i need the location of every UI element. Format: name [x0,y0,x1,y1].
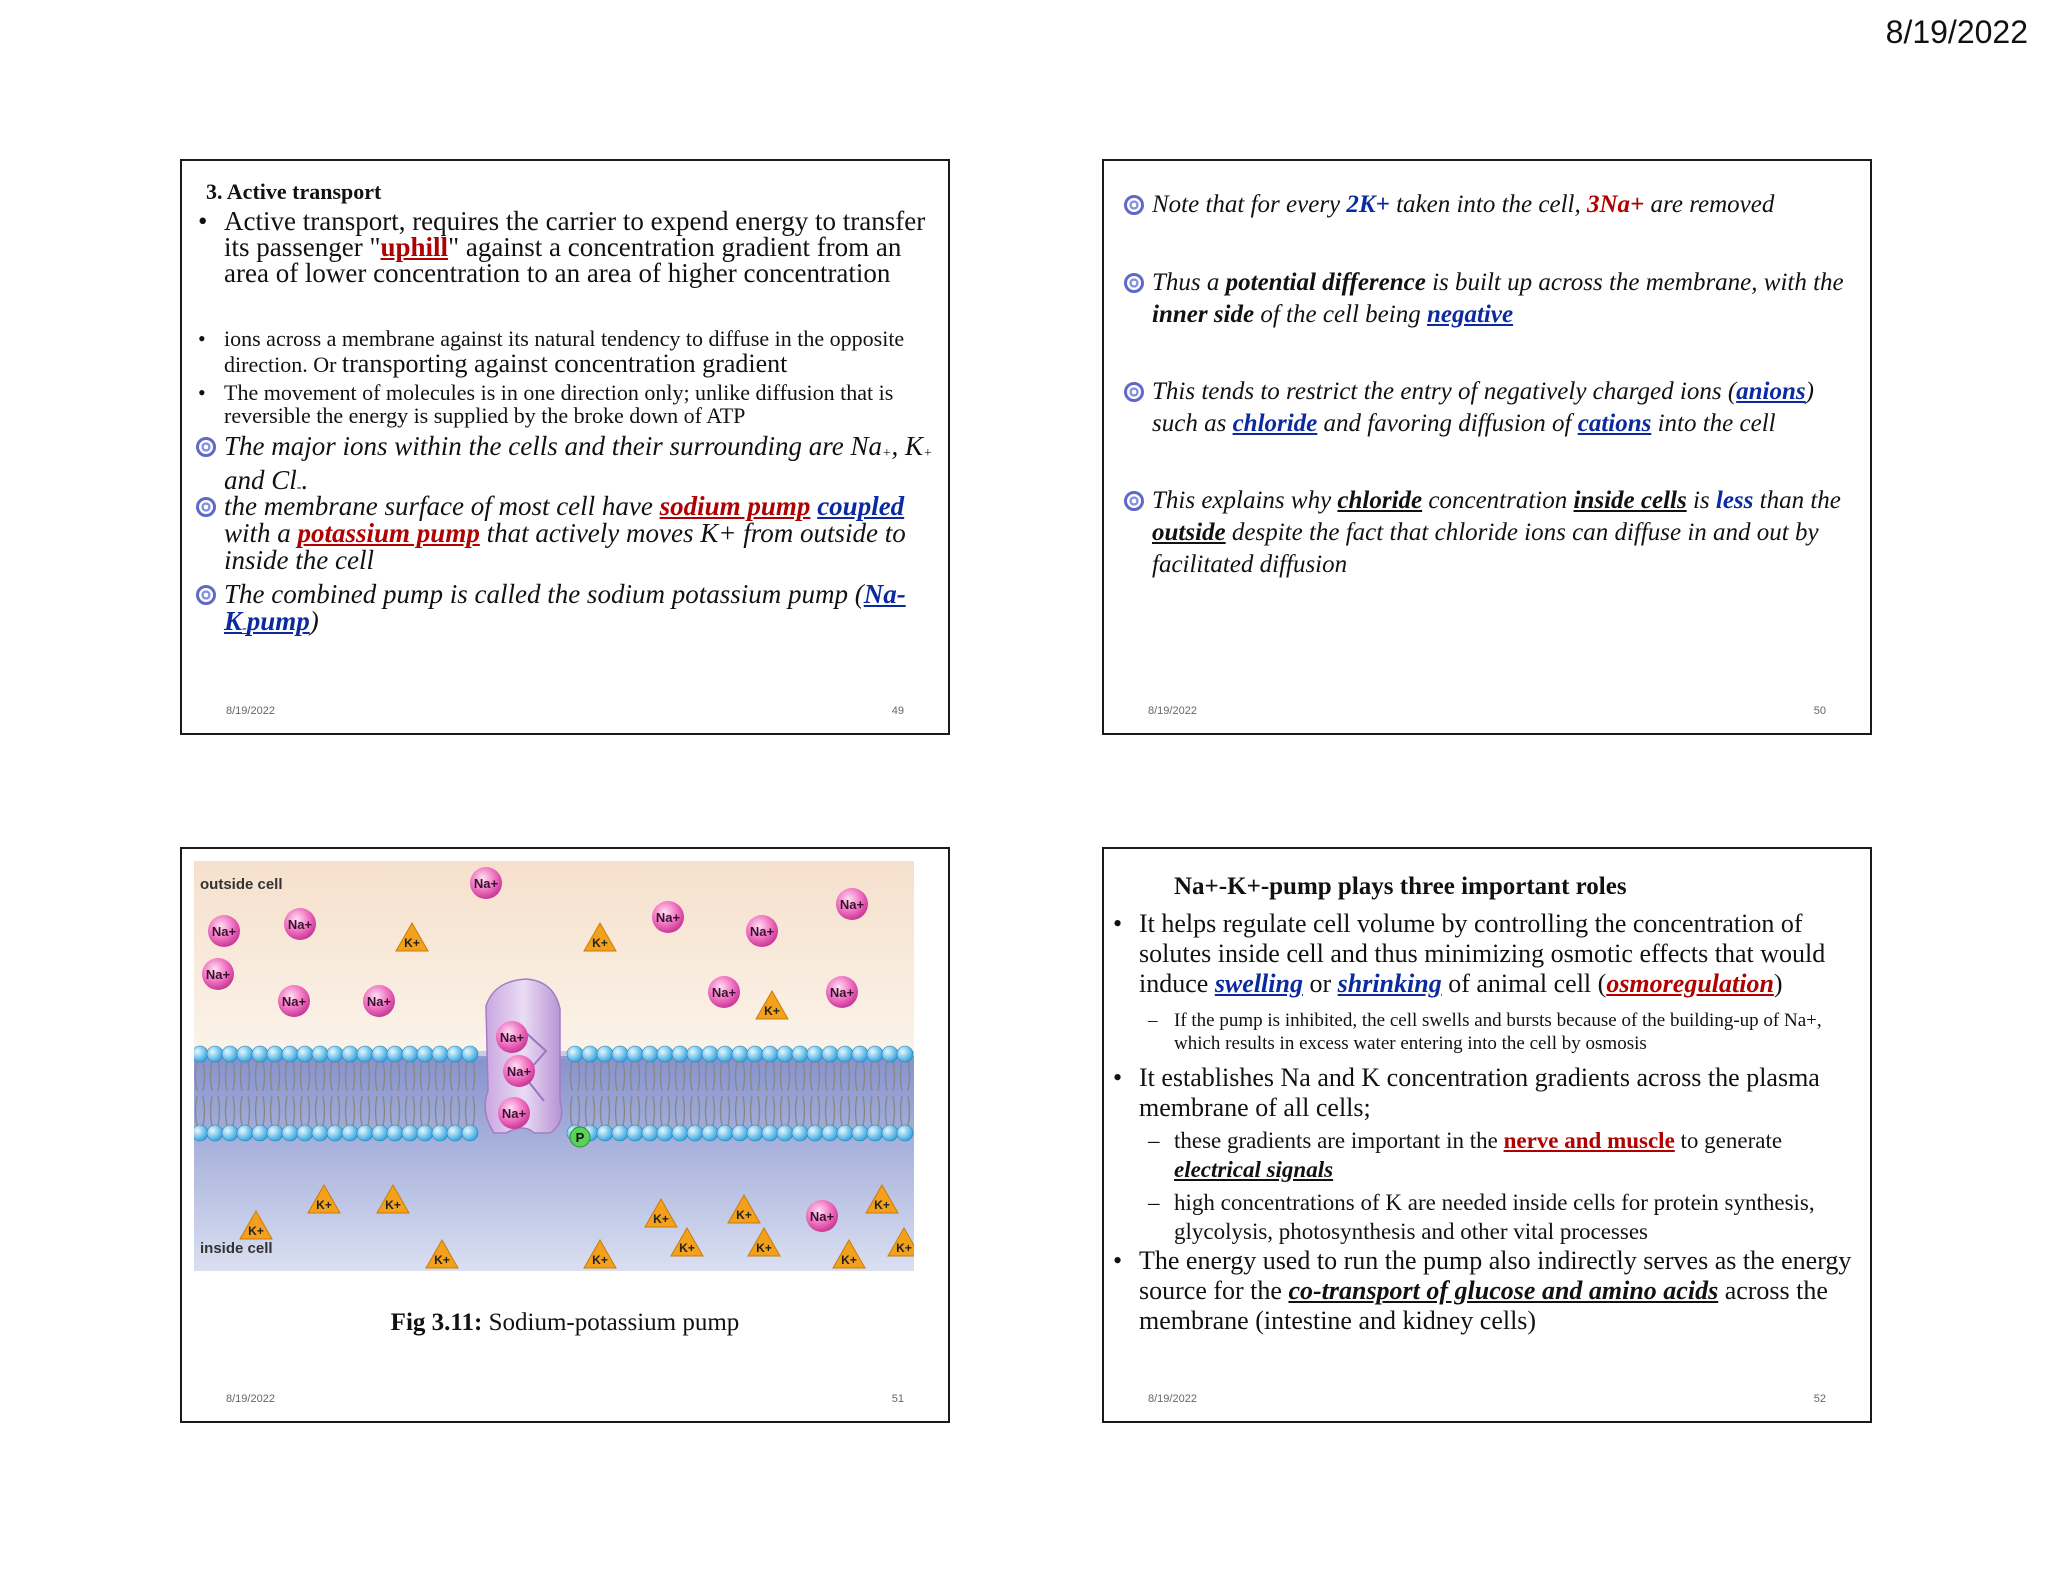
sodium-ion-icon [498,1097,530,1129]
slide-footer-date: 8/19/2022 [226,1393,275,1405]
bullet-item [1113,1063,1859,1123]
sub-bullet-item [1148,1126,1864,1184]
sodium-ion-icon [826,976,858,1008]
slide-footer-date: 8/19/2022 [1148,705,1197,717]
svg-text:K+: K+ [653,1212,669,1226]
slide-title: 3. Active transport [206,179,382,204]
text: - [296,480,302,495]
phosphate-icon [570,1127,590,1147]
slide-heading: Na+-K+-pump plays three important roles [1174,873,1627,900]
text: It helps regulate cell volume by controlling the concentration of solutes inside cell and thus minimizing osmotic effects that would induce [1139,909,1826,998]
text: with a [224,518,298,548]
text: of animal cell ( [1441,969,1607,998]
text: taken into the cell, [1389,191,1587,218]
slide-51 [180,847,950,1423]
svg-text:K+: K+ [896,1241,912,1255]
sub-bullet-item [1148,1188,1864,1246]
svg-text:Na+: Na+ [211,924,237,939]
swirl-bullet-icon [1124,273,1144,293]
svg-text:P: P [575,1130,585,1145]
bullet-item [1152,267,1857,331]
svg-text:K+: K+ [756,1241,772,1255]
sodium-ion-icon [284,908,316,940]
emphasis-2k: 2K+ [1346,191,1390,218]
bullet-dot-icon: • [198,206,208,236]
text: The combined pump is called the sodium potassium pump ( [224,579,864,609]
text: + [882,446,892,461]
sodium-ion-icon [708,976,740,1008]
emphasis-potassium-pump: potassium pump [297,518,480,548]
text: This explains why [1152,487,1338,514]
text: The energy used to run the pump also indirectly serves as the energy source for the [1139,1246,1852,1305]
emphasis-cations: cations [1577,410,1652,437]
svg-text:K+: K+ [592,936,608,950]
emphasis-swelling: swelling [1214,969,1303,998]
slide-49 [180,159,950,735]
emphasis-co-transport: co-transport of glucose and amino acids [1288,1276,1719,1305]
svg-text:K+: K+ [679,1241,695,1255]
svg-text:K+: K+ [385,1198,401,1212]
dash-bullet-icon: – [1148,1010,1158,1031]
bullet-item [1113,909,1859,999]
bullet-item [198,206,934,288]
svg-text:K+: K+ [404,936,420,950]
text: The movement of molecules is in one direction only; unlike diffusion that is reversible the energy is supplied by the broke down of ATP [224,380,894,428]
emphasis-na-k-pump: - [242,621,247,636]
bullet-dot-icon: • [198,380,206,405]
sodium-ion-icon [652,901,684,933]
bullet-dot-icon: • [198,326,206,351]
sodium-ion-icon [746,915,778,947]
sodium-ion-icon [806,1200,838,1232]
bullet-dot-icon: • [1113,1246,1123,1275]
text: into the cell [1651,410,1776,437]
emphasis-coupled: coupled [817,491,905,521]
dash-bullet-icon: – [1148,1128,1160,1153]
text: these gradients are important in the [1174,1128,1504,1153]
sodium-ion-icon [363,985,395,1017]
emphasis-na-k-pump: pump [246,606,310,636]
svg-text:Na+: Na+ [839,897,865,912]
emphasis-less: less [1715,487,1754,514]
text: ions across a membrane against its natural tendency to diffuse in the opposite direction. Or [224,326,905,377]
text: to generate [1674,1128,1783,1153]
sodium-potassium-pump-figure [194,861,914,1271]
text: . [301,465,309,495]
emphasis-sodium-pump: sodium pump [659,491,811,521]
emphasis-chloride: chloride [1337,487,1423,514]
slide-52 [1102,847,1872,1423]
text: Thus a [1152,269,1226,296]
text: Note that for every [1152,191,1347,218]
text: " against a concentration gradient from an area of lower concentration to an area of higher concentration [224,232,902,288]
slide-50 [1102,159,1872,735]
svg-text:K+: K+ [841,1253,857,1267]
emphasis-potential-difference: potential difference [1225,269,1426,296]
swirl-bullet-icon [196,585,216,605]
emphasis-inner-side: inner side [1152,301,1255,328]
svg-text:K+: K+ [316,1198,332,1212]
text: of the cell being [1254,301,1427,328]
sodium-ion-icon [208,915,240,947]
emphasis-outside: outside [1152,519,1226,546]
text: transporting against concentration gradient [341,349,788,378]
swirl-bullet-icon [1124,195,1144,215]
svg-text:Na+: Na+ [809,1209,835,1224]
emphasis-inside-cells: inside cells [1573,487,1687,514]
emphasis-electrical-signals: electrical signals [1174,1157,1334,1182]
text: or [1302,969,1338,998]
dash-bullet-icon: – [1148,1190,1160,1215]
text: that actively moves K+ from outside to inside the cell [224,518,906,575]
text: across the membrane (intestine and kidney cells) [1139,1276,1828,1335]
caption-text: Sodium-potassium pump [482,1309,740,1336]
bullet-item [198,380,934,428]
svg-text:K+: K+ [874,1198,890,1212]
text: and favoring diffusion of [1317,410,1578,437]
text: concentration [1422,487,1574,514]
swirl-bullet-icon [196,437,216,457]
svg-text:K+: K+ [592,1253,608,1267]
text: It establishes Na and K concentration gradients across the plasma membrane of all cells; [1139,1063,1820,1122]
emphasis-shrinking: shrinking [1337,969,1442,998]
swirl-bullet-icon [1124,382,1144,402]
bullet-item [1152,189,1857,221]
text: high concentrations of K are needed inside cells for protein synthesis, glycolysis, photosynthesis and other vital processes [1174,1190,1815,1244]
sodium-ion-icon [496,1021,528,1053]
svg-text:Na+: Na+ [829,985,855,1000]
svg-text:K+: K+ [764,1004,780,1018]
bullet-dot-icon: • [1113,1063,1123,1092]
bullet-item [224,581,934,642]
emphasis-3na: 3Na+ [1586,191,1645,218]
sodium-ion-icon [836,888,868,920]
sub-bullet-item [1148,1009,1864,1055]
outside-cell-label: outside cell [200,876,283,893]
sodium-ion-icon [470,867,502,899]
text: ) such as [1152,378,1814,437]
swirl-bullet-icon [196,497,216,517]
slide-number: 52 [1813,1393,1826,1405]
emphasis-nerve-and-muscle: nerve and muscle [1503,1128,1675,1153]
svg-text:K+: K+ [248,1224,264,1238]
text: This tends to restrict the entry of negatively charged ions ( [1152,378,1737,405]
text: Active transport, requires the carrier to expend energy to transfer its passenger " [224,206,926,262]
svg-text:K+: K+ [434,1253,450,1267]
bullet-item [198,326,934,378]
caption-label: Fig 3.11: [390,1309,483,1336]
page-date: 8/19/2022 [1885,14,2028,50]
text: The major ions within the cells and their surrounding are Na [224,431,883,461]
text: + [922,446,933,461]
text: are removed [1644,191,1775,218]
svg-text:Na+: Na+ [205,967,231,982]
text: ) [309,606,319,636]
text: If the pump is inhibited, the cell swells and bursts because of the building-up of Na+, which results in excess water entering into the cell by osmosis [1174,1010,1822,1054]
emphasis-anions: anions [1736,378,1806,405]
svg-text:Na+: Na+ [473,876,499,891]
text: and Cl [224,465,297,495]
text: despite the fact that chloride ions can diffuse in and out by facilitated diffusion [1152,519,1819,578]
emphasis-uphill: uphill [380,232,449,262]
bullet-item [1113,1246,1859,1336]
svg-text:Na+: Na+ [281,994,307,1009]
text: is built up across the membrane, with the [1425,269,1844,296]
emphasis-na-k-pump: K [224,606,243,636]
emphasis-osmoregulation: osmoregulation [1606,969,1774,998]
svg-text:Na+: Na+ [711,985,737,1000]
svg-text:Na+: Na+ [655,910,681,925]
slide-footer-date: 8/19/2022 [226,705,275,717]
text: than the [1753,487,1841,514]
svg-text:Na+: Na+ [499,1030,525,1045]
figure-caption [182,1309,948,1337]
swirl-bullet-icon [1124,491,1144,511]
bullet-item [224,493,934,574]
svg-text:Na+: Na+ [501,1106,527,1121]
sodium-ion-icon [278,985,310,1017]
sodium-ion-icon [202,958,234,990]
bullet-item [1152,376,1857,440]
svg-text:K+: K+ [736,1208,752,1222]
slide-footer-date: 8/19/2022 [1148,1393,1197,1405]
text: is [1686,487,1716,514]
text: , K [891,431,923,461]
svg-text:Na+: Na+ [749,924,775,939]
svg-text:Na+: Na+ [506,1064,532,1079]
emphasis-na-k-pump: Na- [863,579,906,609]
emphasis-chloride: chloride [1232,410,1318,437]
svg-text:Na+: Na+ [366,994,392,1009]
svg-text:Na+: Na+ [287,917,313,932]
text: ) [1773,969,1783,998]
bullet-item [1152,485,1857,581]
inside-cell-label: inside cell [200,1240,273,1257]
emphasis-negative: negative [1426,301,1514,328]
sodium-ion-icon [503,1055,535,1087]
text: the membrane surface of most cell have [224,491,660,521]
slide-number: 50 [1813,705,1826,717]
slide-number: 49 [891,705,904,717]
bullet-dot-icon: • [1113,909,1123,938]
slide-number: 51 [891,1393,904,1405]
